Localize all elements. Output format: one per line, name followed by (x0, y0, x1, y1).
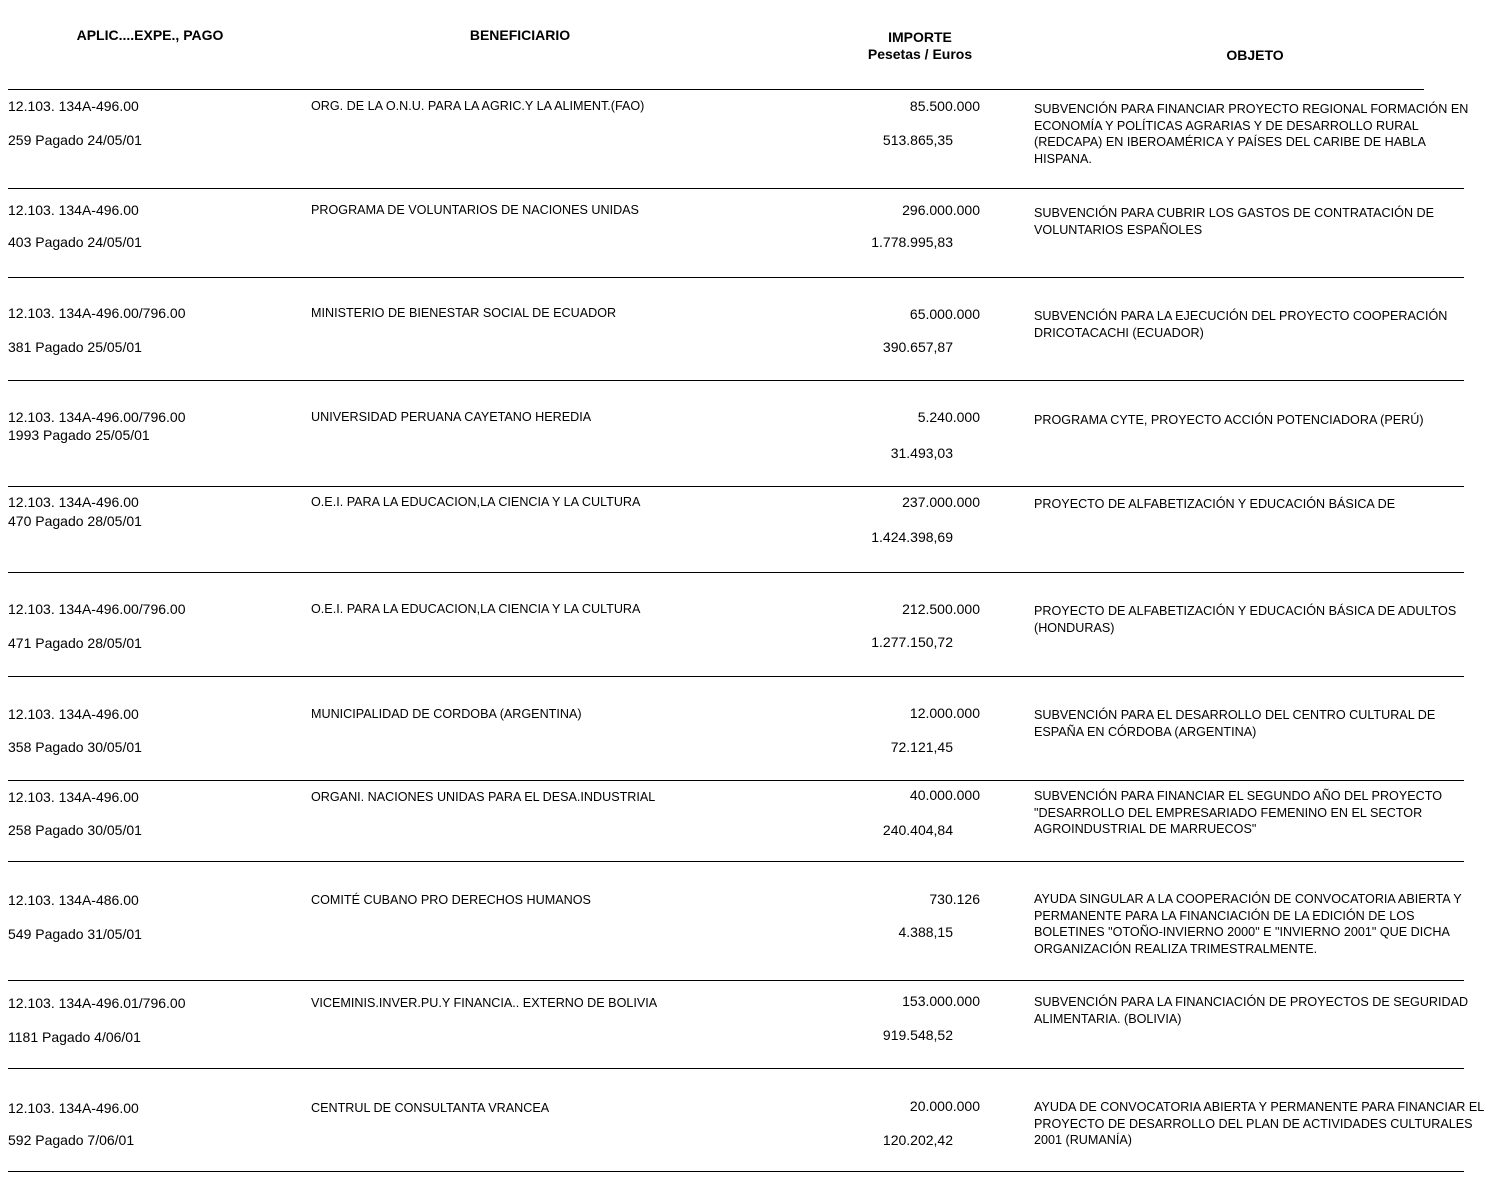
row-objeto: PROGRAMA CYTE, PROYECTO ACCIÓN POTENCIADORA (PERÚ) (1034, 413, 1424, 427)
row-importe-pesetas: 237.000.000 (902, 494, 980, 510)
row-divider (8, 486, 1464, 487)
row-importe-pesetas: 85.500.000 (909, 98, 980, 114)
row-divider (8, 277, 1464, 278)
row-importe-pesetas: 12.000.000 (909, 705, 980, 721)
header-beneficiario: BENEFICIARIO (469, 27, 571, 43)
row-importe-euros: 4.388,15 (898, 924, 953, 940)
row-importe-euros: 390.657,87 (882, 339, 953, 355)
row-divider (8, 572, 1464, 573)
row-importe-euros: 72.121,45 (890, 739, 953, 755)
row-importe-pesetas: 153.000.000 (902, 993, 980, 1009)
row-aplicacion: 12.103. 134A-486.00 (8, 892, 139, 908)
row-importe-pesetas: 730.126 (929, 891, 980, 907)
row-aplicacion: 12.103. 134A-496.00 (8, 98, 139, 114)
row-importe-pesetas: 65.000.000 (909, 306, 980, 322)
row-beneficiario: ORG. DE LA O.N.U. PARA LA AGRIC.Y LA ALIMENT.(FAO) (311, 99, 645, 113)
row-objeto: SUBVENCIÓN PARA FINANCIAR PROYECTO REGIONAL FORMACIÓN EN ECONOMÍA Y POLÍTICAS AGRARIAS Y DE DESARROLLO RURAL (REDCAPA) EN IBEROAMÉRICA Y PAÍSES DEL CARIBE DE HABLA HISPANA. (1034, 102, 1469, 166)
row-divider (8, 188, 1464, 189)
row-objeto: SUBVENCIÓN PARA EL DESARROLLO DEL CENTRO CULTURAL DE ESPAÑA EN CÓRDOBA (ARGENTINA) (1034, 708, 1436, 739)
row-pago: 471 Pagado 28/05/01 (8, 635, 142, 651)
row-beneficiario: O.E.I. PARA LA EDUCACION,LA CIENCIA Y LA CULTURA (311, 602, 641, 616)
row-beneficiario: MUNICIPALIDAD DE CORDOBA (ARGENTINA) (311, 707, 582, 721)
row-importe-euros: 1.424.398,69 (871, 529, 953, 545)
row-importe-euros: 1.778.995,83 (871, 234, 953, 250)
row-objeto: SUBVENCIÓN PARA LA EJECUCIÓN DEL PROYECTO COOPERACIÓN DRICOTACACHI (ECUADOR) (1034, 309, 1448, 340)
row-divider (8, 676, 1464, 677)
row-aplicacion: 12.103. 134A-496.00/796.00 (8, 409, 186, 425)
row-objeto: SUBVENCIÓN PARA FINANCIAR EL SEGUNDO AÑO DEL PROYECTO "DESARROLLO DEL EMPRESARIADO FEMENINO EN EL SECTOR AGROINDUSTRIAL DE MARRUECOS" (1034, 789, 1442, 836)
row-beneficiario: PROGRAMA DE VOLUNTARIOS DE NACIONES UNIDAS (311, 203, 639, 217)
row-importe-pesetas: 212.500.000 (902, 601, 980, 617)
row-importe-euros: 513.865,35 (882, 132, 953, 148)
row-pago: 259 Pagado 24/05/01 (8, 132, 142, 148)
row-pago: 470 Pagado 28/05/01 (8, 513, 142, 529)
row-aplicacion: 12.103. 134A-496.01/796.00 (8, 995, 186, 1011)
row-beneficiario: COMITÉ CUBANO PRO DERECHOS HUMANOS (311, 893, 591, 907)
row-pago: 403 Pagado 24/05/01 (8, 234, 142, 250)
row-objeto: PROYECTO DE ALFABETIZACIÓN Y EDUCACIÓN BÁSICA DE ADULTOS (HONDURAS) (1034, 604, 1457, 635)
row-beneficiario: VICEMINIS.INVER.PU.Y FINANCIA.. EXTERNO DE BOLIVIA (311, 996, 658, 1010)
row-divider (8, 861, 1464, 862)
header-moneda: Pesetas / Euros (867, 46, 973, 62)
header-rule (8, 89, 1424, 90)
row-aplicacion: 12.103. 134A-496.00 (8, 494, 139, 510)
row-objeto: PROYECTO DE ALFABETIZACIÓN Y EDUCACIÓN BÁSICA DE (1034, 497, 1396, 511)
row-divider (8, 1171, 1464, 1172)
row-pago: 549 Pagado 31/05/01 (8, 926, 142, 942)
row-importe-pesetas: 5.240.000 (917, 409, 980, 425)
row-pago: 381 Pagado 25/05/01 (8, 339, 142, 355)
header-importe: IMPORTE (888, 29, 952, 45)
row-aplicacion: 12.103. 134A-496.00 (8, 1100, 139, 1116)
row-aplicacion: 12.103. 134A-496.00 (8, 202, 139, 218)
row-aplicacion: 12.103. 134A-496.00 (8, 706, 139, 722)
row-objeto: SUBVENCIÓN PARA CUBRIR LOS GASTOS DE CONTRATACIÓN DE VOLUNTARIOS ESPAÑOLES (1034, 206, 1435, 237)
row-importe-euros: 919.548,52 (882, 1027, 953, 1043)
row-pago: 1181 Pagado 4/06/01 (8, 1029, 141, 1045)
row-importe-pesetas: 40.000.000 (909, 787, 980, 803)
row-aplicacion: 12.103. 134A-496.00/796.00 (8, 601, 186, 617)
row-aplicacion: 12.103. 134A-496.00 (8, 789, 139, 805)
row-pago: 1993 Pagado 25/05/01 (8, 427, 150, 443)
row-beneficiario: UNIVERSIDAD PERUANA CAYETANO HEREDIA (311, 410, 592, 424)
row-importe-pesetas: 20.000.000 (909, 1098, 980, 1114)
row-beneficiario: CENTRUL DE CONSULTANTA VRANCEA (311, 1101, 550, 1115)
header-objeto: OBJETO (1226, 47, 1284, 63)
row-divider (8, 980, 1464, 981)
row-objeto: AYUDA SINGULAR A LA COOPERACIÓN DE CONVOCATORIA ABIERTA Y PERMANENTE PARA LA FINANCIACIÓN DE LA EDICIÓN DE LOS BOLETINES "OTOÑO-INVIERNO 2000" E "INVIERNO 2001" QUE DICHA ORGANIZACIÓN REALIZA TRIMESTRALMENTE. (1034, 892, 1462, 956)
row-importe-pesetas: 296.000.000 (902, 202, 980, 218)
header-aplic: APLIC....EXPE., PAGO (76, 27, 224, 43)
row-divider (8, 1068, 1464, 1069)
row-pago: 358 Pagado 30/05/01 (8, 739, 142, 755)
row-objeto: SUBVENCIÓN PARA LA FINANCIACIÓN DE PROYECTOS DE SEGURIDAD ALIMENTARIA. (BOLIVIA) (1034, 995, 1469, 1026)
row-divider (8, 380, 1464, 381)
row-importe-euros: 240.404,84 (882, 822, 953, 838)
row-importe-euros: 1.277.150,72 (871, 634, 953, 650)
row-importe-euros: 120.202,42 (882, 1132, 953, 1148)
row-pago: 258 Pagado 30/05/01 (8, 822, 142, 838)
row-beneficiario: MINISTERIO DE BIENESTAR SOCIAL DE ECUADOR (311, 306, 617, 320)
row-pago: 592 Pagado 7/06/01 (8, 1132, 135, 1148)
row-beneficiario: ORGANI. NACIONES UNIDAS PARA EL DESA.INDUSTRIAL (311, 790, 656, 804)
row-divider (8, 780, 1464, 781)
row-objeto: AYUDA DE CONVOCATORIA ABIERTA Y PERMANENTE PARA FINANCIAR EL PROYECTO DE DESARROLLO DEL PLAN DE ACTIVIDADES CULTURALES 2001 (RUMANÍA) (1034, 1100, 1484, 1147)
row-importe-euros: 31.493,03 (890, 445, 953, 461)
row-beneficiario: O.E.I. PARA LA EDUCACION,LA CIENCIA Y LA CULTURA (311, 495, 641, 509)
row-aplicacion: 12.103. 134A-496.00/796.00 (8, 305, 186, 321)
